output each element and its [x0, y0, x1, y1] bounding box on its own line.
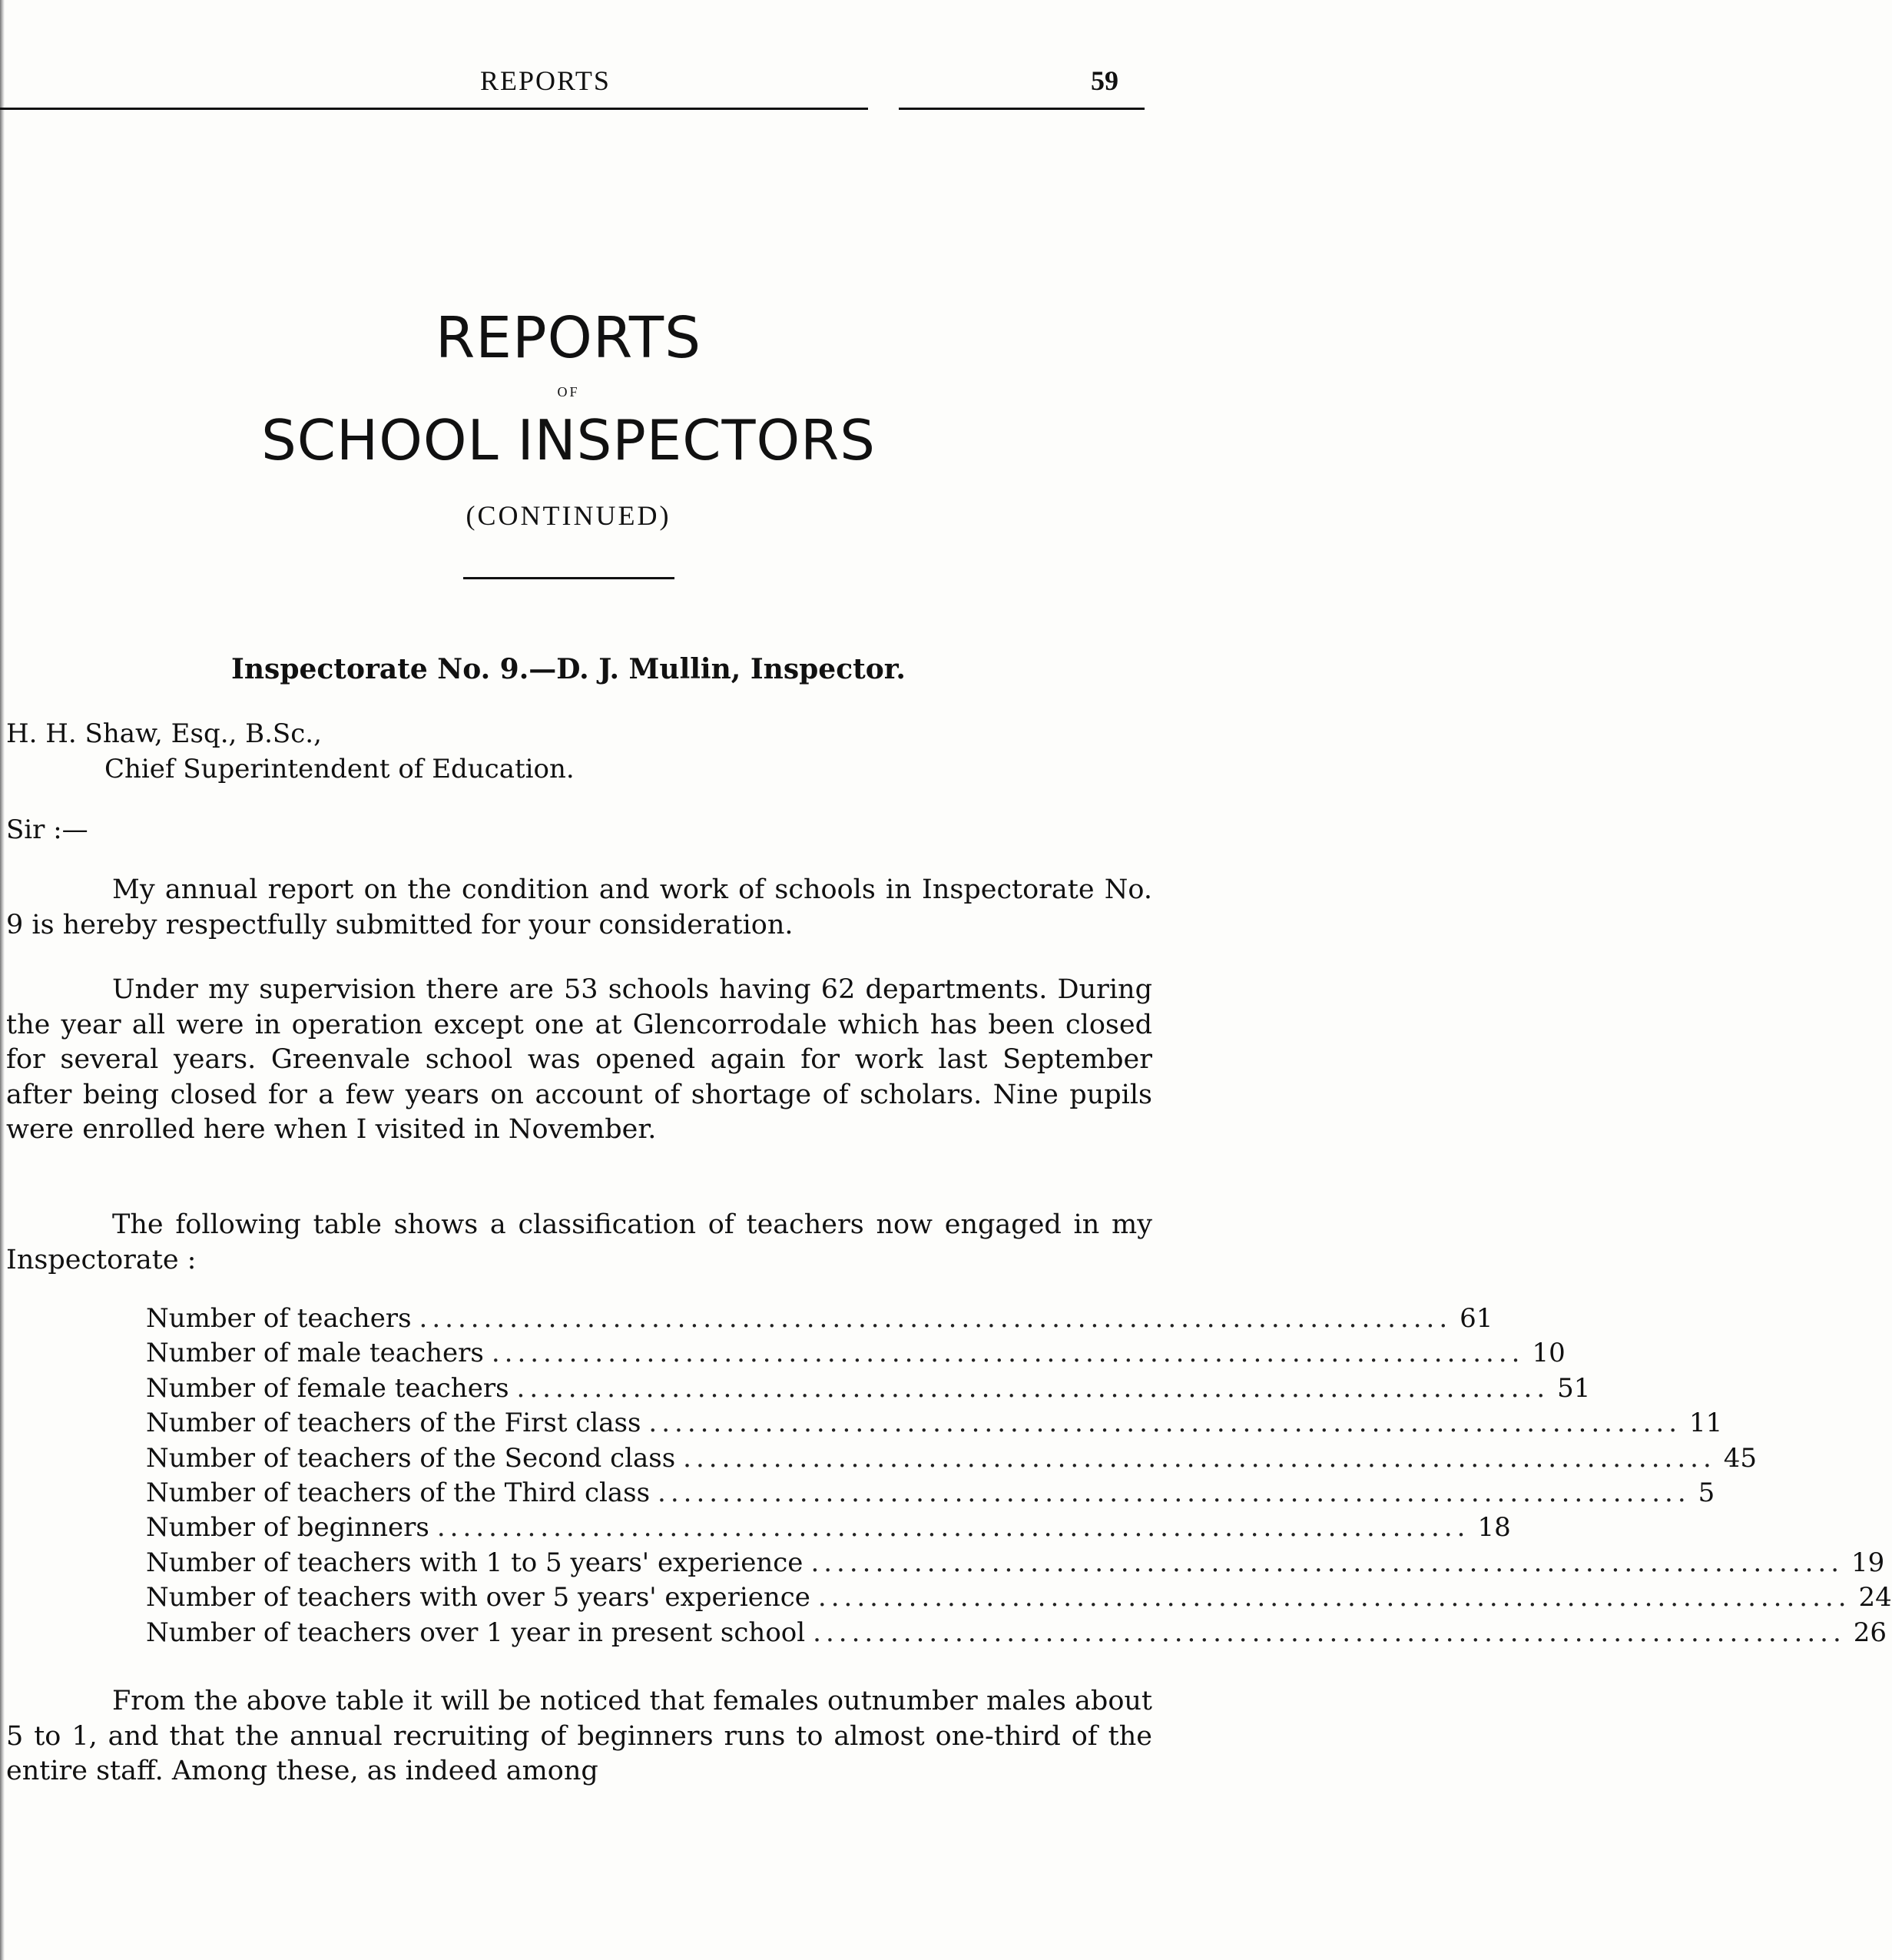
table-row-label: Number of teachers of the First class: [146, 1408, 641, 1439]
header-rule: [899, 108, 1145, 110]
table-row-value: 26: [1853, 1617, 1887, 1648]
table-row: [146, 1338, 1566, 1372]
inspectorate-heading: Inspectorate No. 9.—D. J. Mullin, Inspector.: [231, 653, 906, 685]
table-row-value: 45: [1723, 1442, 1758, 1474]
table-row-value: 5: [1698, 1477, 1715, 1508]
table-row: [146, 1303, 1493, 1338]
table-row: [146, 1547, 1885, 1582]
table-row: [146, 1442, 1758, 1477]
title-of: OF: [557, 384, 580, 400]
dot-leader: ................................................................................: [658, 1477, 1691, 1508]
dot-leader: ................................................................................: [683, 1442, 1716, 1474]
title-block: [0, 303, 1137, 579]
table-row-value: 18: [1477, 1512, 1511, 1544]
table-row-label: Number of teachers of the Third class: [146, 1477, 651, 1508]
page-edge-shadow: [0, 0, 5, 1960]
running-title: REPORTS: [480, 65, 611, 96]
dot-leader: ................................................................................: [491, 1338, 1525, 1369]
table-row-label: Number of teachers of the Second class: [146, 1442, 676, 1474]
table-row-label: Number of teachers over 1 year in present school: [146, 1617, 806, 1648]
table-row: [146, 1512, 1511, 1547]
table-row-label: Number of beginners: [146, 1512, 429, 1544]
table-row-label: Number of teachers with 1 to 5 years' experience: [146, 1547, 804, 1578]
dot-leader: ................................................................................: [436, 1512, 1470, 1544]
page-number: 59: [1091, 65, 1118, 96]
addressee-name: H. H. Shaw, Esq., B.Sc.,: [6, 718, 322, 749]
paragraph-table-intro: The following table shows a classification of teachers now engaged in my Inspectorate :: [6, 1209, 1152, 1275]
title-rule: [463, 577, 674, 579]
table-row-value: 10: [1532, 1338, 1566, 1369]
table-row-label: Number of female teachers: [146, 1372, 509, 1404]
title-school-inspectors: SCHOOL INSPECTORS: [261, 408, 876, 473]
teacher-classification-table: [146, 1303, 1892, 1652]
dot-leader: ................................................................................: [516, 1372, 1550, 1404]
running-header: [0, 65, 1230, 111]
dot-leader: ................................................................................: [648, 1408, 1682, 1439]
table-row: [146, 1617, 1887, 1652]
table-row-value: 24: [1858, 1582, 1892, 1613]
table-row: [146, 1372, 1591, 1408]
title-continued: (CONTINUED): [466, 500, 671, 531]
paragraph-analysis: From the above table it will be noticed that females outnumber males about 5 to 1, and that the annual recruiting of beginners runs to almost one-third of the entire staff. Among these, as indeed among: [6, 1686, 1152, 1786]
dot-leader: ................................................................................: [419, 1303, 1453, 1334]
salutation: Sir :—: [6, 814, 88, 845]
table-row-value: 61: [1460, 1303, 1493, 1334]
addressee-block: [6, 716, 575, 787]
addressee-title: Chief Superintendent of Education.: [104, 754, 575, 784]
dot-leader: ................................................................................: [817, 1582, 1851, 1613]
title-reports: REPORTS: [435, 305, 702, 371]
table-row-label: Number of male teachers: [146, 1338, 484, 1369]
paragraph-supervision: Under my supervision there are 53 schools having 62 departments. During the year all were in operation except one at Glencorrodale which has been closed for several years. Greenvale school was opened again for work last September after being closed for a few years on account of shortage of scholars. Nine pupils were enrolled here when I visited in November.: [6, 974, 1152, 1145]
dot-leader: ................................................................................: [813, 1617, 1846, 1648]
table-row-label: Number of teachers with over 5 years' experience: [146, 1582, 810, 1613]
table-row: [146, 1582, 1892, 1617]
table-row-value: 19: [1851, 1547, 1885, 1578]
dot-leader: ................................................................................: [810, 1547, 1844, 1578]
header-rule: [0, 108, 868, 110]
table-row-label: Number of teachers: [146, 1303, 412, 1334]
table-row-value: 51: [1557, 1372, 1591, 1404]
table-row: [146, 1408, 1723, 1442]
paragraph-intro: My annual report on the condition and work of schools in Inspectorate No. 9 is hereby respectfully submitted for your consideration.: [6, 874, 1152, 940]
table-row: [146, 1477, 1715, 1512]
table-row-value: 11: [1689, 1408, 1723, 1439]
